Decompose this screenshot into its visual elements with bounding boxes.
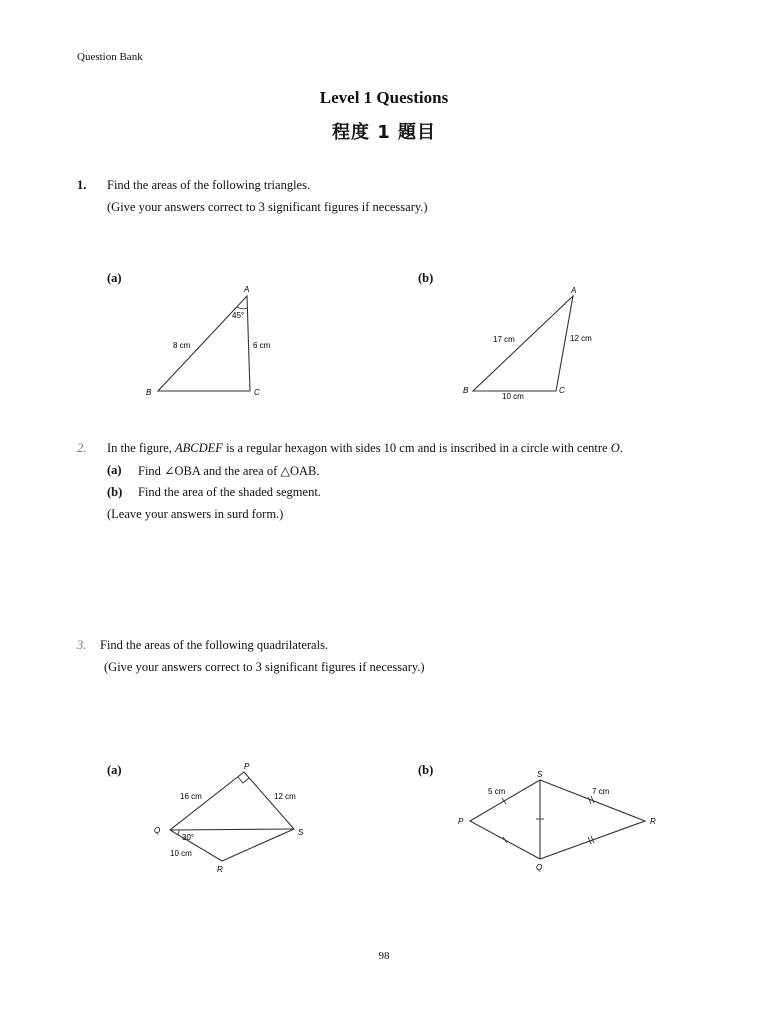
q2b-text: Find the area of the shaded segment. bbox=[138, 485, 321, 499]
q3a-vertex-q: Q bbox=[154, 826, 161, 835]
q1a-angle-arc bbox=[237, 307, 248, 309]
q3a-diagonal-qs bbox=[170, 829, 294, 830]
q3b-vertex-q: Q bbox=[536, 863, 543, 872]
q2-note: (Leave your answers in surd form.) bbox=[107, 507, 284, 521]
q3b-label: (b) bbox=[418, 763, 434, 777]
q3a-quadrilateral bbox=[170, 772, 294, 861]
q1a-triangle-figure bbox=[140, 280, 290, 405]
q2b-label: (b) bbox=[107, 485, 123, 499]
q2-hexagon-name: ABCDEF bbox=[175, 441, 223, 455]
q1a-vertex-a: A bbox=[244, 285, 250, 294]
q3a-label: (a) bbox=[107, 763, 122, 777]
page-number: 98 bbox=[378, 950, 390, 962]
q1b-label: (b) bbox=[418, 271, 434, 285]
page-subtitle: 程度 1 題目 bbox=[331, 122, 437, 143]
q3b-side-sr: 7 cm bbox=[592, 787, 610, 796]
q3b-double-tick-sr-1 bbox=[588, 797, 591, 804]
q2-centre: O bbox=[610, 441, 620, 455]
q3a-side-qp: 16 cm bbox=[180, 792, 202, 801]
q1a-vertex-b: B bbox=[146, 388, 152, 397]
q1-note: (Give your answers correct to 3 significant figures if necessary.) bbox=[107, 200, 428, 214]
q1a-label: (a) bbox=[107, 271, 122, 285]
q1b-side-ab: 17 cm bbox=[493, 335, 515, 344]
q2-text-pre: In the figure, bbox=[107, 441, 176, 455]
q1b-vertex-a: A bbox=[571, 286, 577, 295]
q3-number: 3. bbox=[77, 638, 87, 652]
q1a-angle-label: 45° bbox=[232, 311, 245, 320]
q3b-vertex-p: P bbox=[458, 817, 464, 826]
q2-text-mid: is a regular hexagon with sides 10 cm and is inscribed in a circle with centre bbox=[222, 441, 611, 455]
q1b-vertex-c: C bbox=[559, 386, 565, 395]
q2-text bbox=[107, 441, 623, 456]
q1b-side-ac: 12 cm bbox=[570, 334, 592, 343]
q2-text-end: . bbox=[619, 441, 623, 455]
q3a-vertex-r: R bbox=[217, 865, 223, 874]
q1b-triangle-figure bbox=[455, 280, 615, 405]
q3a-quadrilateral-figure bbox=[148, 758, 318, 878]
q3b-vertex-r: R bbox=[650, 817, 656, 826]
q2a-text: Find ∠OBA and the area of △OAB. bbox=[138, 464, 320, 478]
q1b-triangle bbox=[473, 296, 573, 391]
q3b-vertex-s: S bbox=[537, 770, 543, 779]
q3a-vertex-s: S bbox=[298, 828, 304, 837]
q3b-side-ps: 5 cm bbox=[488, 787, 506, 796]
q3a-side-qr: 10 cm bbox=[170, 849, 192, 858]
q3a-vertex-p: P bbox=[244, 762, 250, 771]
q3b-tick-ps bbox=[502, 798, 506, 804]
q2a-label: (a) bbox=[107, 463, 122, 477]
q3b-kite-figure bbox=[448, 763, 668, 878]
q3-note: (Give your answers correct to 3 significant figures if necessary.) bbox=[104, 660, 425, 674]
q3a-angle-label: 30° bbox=[182, 833, 195, 842]
q1a-side-ab: 8 cm bbox=[173, 341, 191, 350]
q1a-vertex-c: C bbox=[254, 388, 260, 397]
q3-text: Find the areas of the following quadrilaterals. bbox=[100, 638, 329, 652]
q1-number: 1. bbox=[77, 178, 87, 192]
q1b-vertex-b: B bbox=[463, 386, 469, 395]
q1b-side-bc: 10 cm bbox=[502, 392, 524, 401]
page-title: Level 1 Questions bbox=[319, 88, 449, 107]
q3b-tick-pq bbox=[503, 837, 507, 843]
q3a-side-ps: 12 cm bbox=[274, 792, 296, 801]
q1a-side-ac: 6 cm bbox=[253, 341, 271, 350]
running-header: Question Bank bbox=[77, 51, 143, 63]
q1-text: Find the areas of the following triangles. bbox=[107, 178, 311, 192]
q3a-right-angle-mark bbox=[238, 777, 249, 783]
q2-number: 2. bbox=[77, 441, 87, 455]
